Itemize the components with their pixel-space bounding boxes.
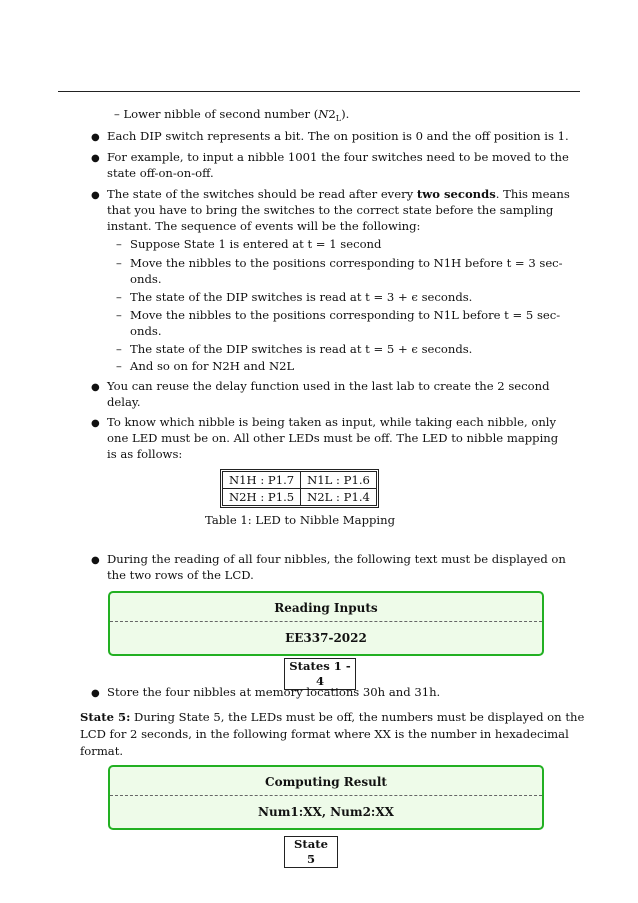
dash-marker: – [116,359,122,373]
bullet-icon: ● [91,555,100,566]
bullet-text: Each DIP switch represents a bit. The on position is 0 and the off position is 1. [107,129,569,143]
lcd-row-2: Num1:XX, Num2:XX [258,805,394,819]
lcd-row-1: Computing Result [265,775,387,789]
lcd-separator [110,795,542,796]
lcd-row-1: Reading Inputs [274,601,378,615]
lcd-display-box [108,591,544,656]
dash-marker: – [116,237,122,251]
sub-item: The state of the DIP switches is read at t = 5 + ϵ seconds. [130,342,473,356]
bullet-text: Store the four nibbles at memory locations 30h and 31h. [107,685,441,699]
header-rule [58,91,580,92]
lcd-row-2: EE337-2022 [285,631,367,645]
state5-paragraph: LCD for 2 seconds, in the following format where XX is the number in hexadecimal [80,727,569,741]
bullet-text: To know which nibble is being taken as input, while taking each nibble, only [107,415,557,429]
lcd-display-box [108,765,544,830]
bullet-icon: ● [91,190,100,201]
dash-marker: – [116,342,122,356]
bullet-text: For example, to input a nibble 1001 the four switches need to be moved to the [107,150,569,164]
bullet-icon: ● [91,382,100,393]
table-caption: Table 1: LED to Nibble Mapping [204,513,396,527]
bullet-text: state off-on-on-off. [107,166,214,180]
table-cell: N1L : P1.6 [301,472,376,489]
bullet-text: delay. [107,395,141,409]
sub-item: onds. [130,272,162,286]
text-line: – Lower nibble of second number $(N2_L)$. [114,107,350,123]
lcd-separator [110,621,542,622]
bullet-text: one LED must be on. All other LEDs must be off. The LED to nibble mapping [107,431,559,445]
bullet-text: You can reuse the delay function used in the last lab to create the 2 second [107,379,550,393]
sub-item: Move the nibbles to the positions corresponding to N1L before t = 5 sec- [130,308,561,322]
dash-marker: – [116,308,122,322]
sub-item: Move the nibbles to the positions corresponding to N1H before t = 3 sec- [130,256,563,270]
bullet-text: is as follows: [107,447,183,461]
table-cell: N2H : P1.5 [223,489,301,506]
bullet-icon: ● [91,688,100,699]
led-mapping-table [220,469,379,508]
bullet-text: During the reading of all four nibbles, the following text must be displayed on [107,552,566,566]
bullet-icon: ● [91,153,100,164]
bullet-text: instant. The sequence of events will be the following: [107,219,421,233]
bullet-icon: ● [91,132,100,143]
sub-item: And so on for N2H and N2L [130,359,295,373]
table-cell: N1H : P1.7 [223,472,301,489]
sub-item: The state of the DIP switches is read at t = 3 + ϵ seconds. [130,290,473,304]
bullet-icon: ● [91,418,100,429]
bullet-text: the two rows of the LCD. [107,568,254,582]
sub-item: Suppose State 1 is entered at t = 1 second [130,237,382,251]
sub-item: onds. [130,324,162,338]
bullet-text: The state of the switches should be read after every two seconds. This means [107,187,570,201]
dash-marker: – [116,256,122,270]
state-tag: States 1 - 4 [284,658,356,690]
state5-paragraph: format. [80,744,124,758]
table-cell: N2L : P1.4 [307,490,370,504]
state-tag: State 5 [284,836,338,868]
state5-paragraph: State 5: During State 5, the LEDs must be off, the numbers must be displayed on the [80,710,585,724]
dash-marker: – [116,290,122,304]
bullet-text: that you have to bring the switches to the correct state before the sampling [107,203,554,217]
